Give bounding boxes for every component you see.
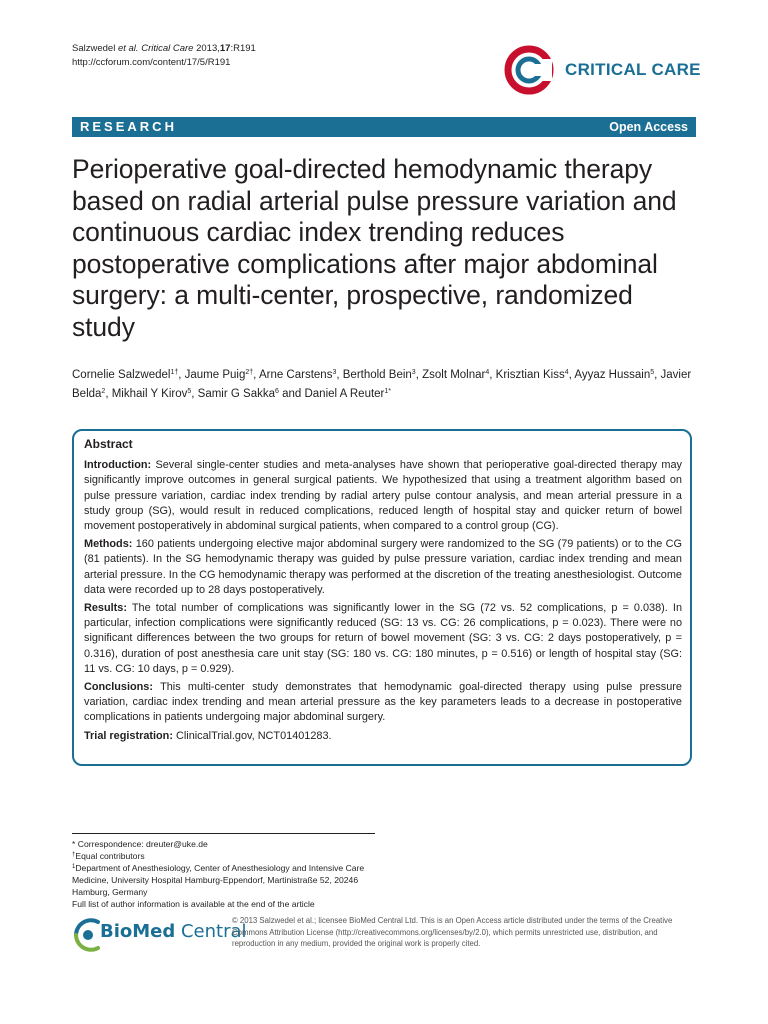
author-name: Javier Belda — [72, 369, 692, 400]
author-name: Krisztian Kiss — [495, 369, 565, 381]
abstract-box — [72, 429, 692, 766]
section-label: Methods: — [84, 538, 133, 551]
section-text: The total number of complications was significantly lower in the SG (72 vs. 52 complications, p = 0.038). In particular, infection complications were significantly reduced (SG: 13 vs. CG: 26 complications, p = 0.023). There were no significant differences between the two groups for return of bowel movement (SG: 3 vs. CG: 2 days postoperatively, p = 0.316), duration of post anesthesia care unit stay (SG: 180 vs. CG: 180 minutes, p = 0.516) or length of hospital stay (SG: 11 vs. CG: 10 days, p = 0.929). — [84, 602, 682, 675]
author-affiliation: 3 — [332, 369, 337, 376]
author-name: Mikhail Y Kirov — [111, 388, 188, 400]
publisher-name-bold: BioMed — [100, 921, 176, 942]
citation-header — [72, 42, 256, 70]
section-banner — [72, 117, 696, 137]
author-name: Jaume Puig — [184, 369, 246, 381]
section-label: Introduction: — [84, 459, 152, 472]
section-text: This multi-center study demonstrates that hemodynamic goal-directed therapy using pulse pressure variation, cardiac index trending and mean arterial pressure as the key parameters leads to a decrease in postoperative complications in patients undergoing major abdominal surgery. — [84, 681, 682, 724]
author — [343, 369, 416, 381]
section-text: 160 patients undergoing elective major abdominal surgery were randomized to the SG (79 patients) or to the CG (81 patients). In the SG hemodynamic therapy was guided by pulse pressure variation, cardiac index trending and mean arterial pressure. In the CG hemodynamic therapy was performed at the discretion of the treating anesthesiologist. Outcome data were recorded up to 28 days postoperatively. — [84, 538, 682, 596]
author — [259, 369, 336, 381]
author-name: Ayyaz Hussain — [574, 369, 651, 381]
section-label: Conclusions: — [84, 681, 153, 694]
section-label: Results: — [84, 602, 127, 615]
journal-name: CRITICAL CARE — [565, 60, 701, 79]
author-affiliation: 2 — [101, 388, 106, 395]
abstract-heading: Abstract — [84, 437, 133, 451]
abstract-content — [84, 437, 682, 747]
citation-year: 2013, — [196, 43, 220, 54]
equal-contributors — [72, 850, 392, 862]
publisher-name — [100, 921, 247, 942]
footnotes — [72, 838, 392, 910]
abstract-introduction — [84, 458, 682, 534]
section-text: Several single-center studies and meta-analyses have shown that perioperative goal-directed therapy may significantly improve outcomes in general surgical patients. We hypothesized that using a treatment algorithm based on pulse pressure variation, cardiac index trending by radial artery pulse contour analysis, and mean arterial pressure in a study group (SG), would result in reduced complications, reduced length of hospital stay and quicker return of bowel movement postoperatively in abdominal surgical patients, when compared to a control group (CG). — [84, 459, 682, 533]
author-affiliation: 2† — [245, 369, 254, 376]
section-text: ClinicalTrial.gov, NCT01401283. — [172, 729, 332, 742]
section-label: Trial registration: — [84, 729, 173, 742]
footnote-divider — [72, 833, 375, 834]
author — [496, 369, 569, 381]
license-text: © 2013 Salzwedel et al.; licensee BioMed Central Ltd. This is an Open Access article distributed under the terms of the Creative Commons Attribution License (http://creativecommons.org/licenses/by/2.0), which permits unrestricted use, distribution, and reproduction in any medium, provided the original work is properly cited. — [232, 916, 673, 949]
correspondence: * Correspondence: dreuter@uke.de — [72, 839, 208, 849]
open-access-label: Open Access — [609, 120, 688, 134]
author-affiliation: 5 — [650, 369, 655, 376]
author-name: Arne Carstens — [258, 369, 333, 381]
author-affiliation: 5 — [187, 388, 192, 395]
author-affiliation: 4 — [485, 369, 490, 376]
article-title: Perioperative goal-directed hemodynamic therapy based on radial arterial pulse pressure variation and continuous cardiac index trending reduces postoperative complications after major abdominal surgery: a multi-center, prospective, randomized study — [72, 154, 677, 342]
equal-text: Equal contributors — [75, 851, 145, 861]
author — [185, 369, 254, 381]
author — [112, 388, 192, 400]
abstract-results — [84, 601, 682, 677]
affiliation-number: 1 — [72, 864, 76, 870]
affiliation — [72, 862, 392, 898]
abstract-trial-registration — [84, 729, 682, 744]
section-label: RESEARCH — [80, 119, 177, 134]
author-name: Samir G Sakka — [197, 388, 275, 400]
citation-journal: Critical Care — [141, 43, 194, 54]
author — [422, 369, 489, 381]
abstract-conclusions — [84, 680, 682, 726]
more-info: Full list of author information is available at the end of the article — [72, 899, 315, 909]
citation-volume: 17 — [219, 43, 231, 54]
author-affiliation: 6 — [274, 388, 279, 395]
author-name: Berthold Bein — [342, 369, 412, 381]
author-affiliation: 1* — [384, 388, 392, 395]
author — [72, 369, 178, 381]
article-url[interactable]: http://ccforum.com/content/17/5/R191 — [72, 57, 231, 68]
affiliation-text: Department of Anesthesiology, Center of Anesthesiology and Intensive Care Medicine, University Hospital Hamburg-Eppendorf, Martinistraße 52, 20246 Hamburg, Germany — [72, 863, 365, 897]
author-affiliation: 4 — [564, 369, 569, 376]
author — [198, 388, 279, 400]
author-affiliation: 3 — [411, 369, 416, 376]
citation-etal: et al. — [117, 43, 139, 54]
author-affiliation: 1† — [170, 369, 179, 376]
publisher-name-regular: Central — [175, 921, 247, 942]
abstract-methods — [84, 537, 682, 598]
citation-article: :R191 — [230, 43, 256, 54]
author-name: Cornelie Salzwedel — [72, 369, 171, 381]
author — [304, 388, 391, 400]
author — [574, 369, 654, 381]
equal-symbol: † — [72, 852, 76, 858]
author-list: Cornelie Salzwedel$^{1\dagger}$, Jaume Puig$^{2\dagger}$, Arne Carstens$^3$, Berthold Bein$^3$, Zsolt Molnar$^4$, Krisztian Kiss$^4$, Ayyaz Hussain$^5$, Javier Belda$^2$, Mikhail Y Kirov$^5$, Samir G Sakka$^6$ and Daniel A Reuter$^{1*}$ — [72, 369, 692, 400]
author-name: Zsolt Molnar — [422, 369, 486, 381]
citation-authors: Salzwedel — [72, 43, 116, 54]
author-name: Daniel A Reuter — [304, 388, 385, 400]
citation-line — [72, 42, 256, 56]
